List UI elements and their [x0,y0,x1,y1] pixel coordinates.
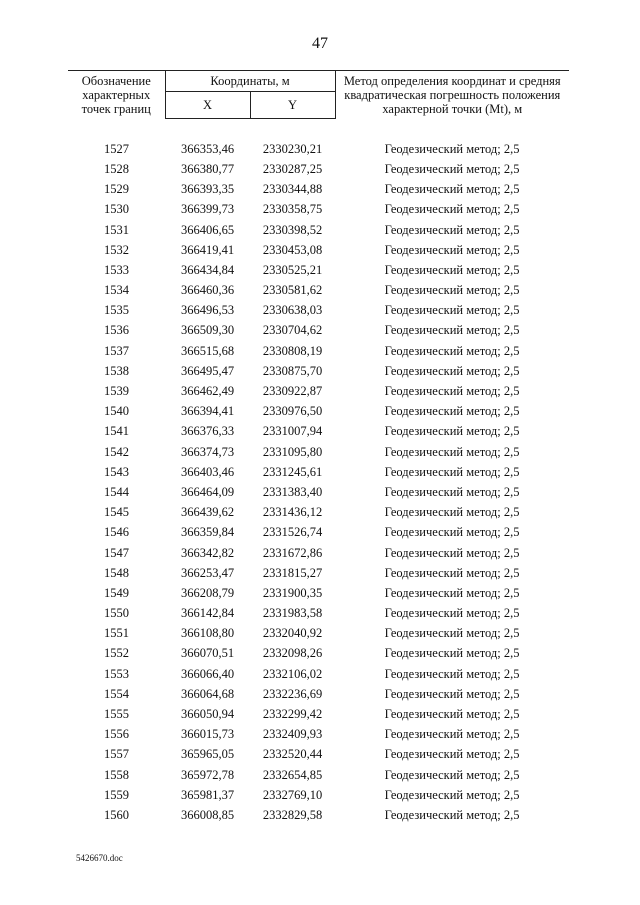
cell-method: Геодезический метод; 2,5 [384,646,520,661]
cell-y: 2330808,19 [262,343,323,358]
table-row [68,321,569,341]
page-number: 47 [312,35,328,52]
cell-x: 366342,82 [180,545,235,560]
cell-point: 1538 [104,363,129,378]
cell-point: 1527 [104,141,129,156]
cell-x: 366064,68 [180,686,235,701]
cell-method: Геодезический метод; 2,5 [384,606,520,621]
table-row [68,220,569,240]
cell-x: 366070,51 [180,646,235,661]
cell-point: 1554 [104,686,129,701]
cell-method: Геодезический метод; 2,5 [384,424,520,439]
cell-y: 2331672,86 [262,545,323,560]
cell-method: Геодезический метод; 2,5 [384,202,520,217]
cell-point: 1551 [104,626,129,641]
table-row [68,442,569,462]
cell-x: 366380,77 [180,161,235,176]
cell-x: 366374,73 [180,444,235,459]
table-row [68,644,569,664]
cell-x: 366406,65 [180,222,235,237]
cell-point: 1543 [104,464,129,479]
cell-method: Геодезический метод; 2,5 [384,565,520,580]
header-method: Метод определения координат и средняя квадратическая погрешность положения характерной точки (Mt), м [335,71,569,119]
cell-y: 2330398,52 [262,222,323,237]
cell-y: 2331245,61 [262,464,323,479]
cell-point: 1544 [104,484,129,499]
table-row [68,503,569,523]
cell-y: 2330875,70 [262,363,323,378]
cell-point: 1532 [104,242,129,257]
cell-method: Геодезический метод; 2,5 [384,323,520,338]
cell-x: 366460,36 [180,283,235,298]
cell-x: 366394,41 [180,404,235,419]
cell-method: Геодезический метод; 2,5 [384,505,520,520]
cell-y: 2331900,35 [262,585,323,600]
cell-y: 2331526,74 [262,525,323,540]
cell-y: 2330358,75 [262,202,323,217]
table-row [68,341,569,361]
cell-x: 365972,78 [180,767,235,782]
cell-y: 2332098,26 [262,646,323,661]
cell-x: 365965,05 [180,747,235,762]
table-row [68,664,569,684]
table-row [68,765,569,785]
cell-point: 1539 [104,384,129,399]
cell-point: 1550 [104,606,129,621]
cell-x: 366393,35 [180,182,235,197]
cell-x: 366253,47 [180,565,235,580]
table-row [68,381,569,401]
cell-point: 1529 [104,182,129,197]
cell-x: 366403,46 [180,464,235,479]
cell-point: 1559 [104,787,129,802]
cell-method: Геодезический метод; 2,5 [384,242,520,257]
cell-method: Геодезический метод; 2,5 [384,767,520,782]
cell-point: 1553 [104,666,129,681]
cell-y: 2331815,27 [262,565,323,580]
table-row [68,482,569,502]
cell-method: Геодезический метод; 2,5 [384,464,520,479]
cell-method: Геодезический метод; 2,5 [384,404,520,419]
cell-x: 366108,80 [180,626,235,641]
cell-method: Геодезический метод; 2,5 [384,707,520,722]
cell-method: Геодезический метод; 2,5 [384,303,520,318]
cell-y: 2331007,94 [262,424,323,439]
cell-x: 366376,33 [180,424,235,439]
cell-y: 2330453,08 [262,242,323,257]
cell-method: Геодезический метод; 2,5 [384,545,520,560]
cell-x: 366462,49 [180,384,235,399]
cell-x: 366066,40 [180,666,235,681]
cell-x: 366015,73 [180,727,235,742]
cell-method: Геодезический метод; 2,5 [384,262,520,277]
cell-method: Геодезический метод; 2,5 [384,161,520,176]
table-row [68,805,569,825]
table-row [68,281,569,301]
table-row [68,260,569,280]
coordinates-table [68,70,569,826]
cell-method: Геодезический метод; 2,5 [384,686,520,701]
table-row [68,543,569,563]
cell-y: 2330638,03 [262,303,323,318]
table-row [68,684,569,704]
cell-point: 1549 [104,585,129,600]
cell-method: Геодезический метод; 2,5 [384,585,520,600]
cell-x: 366464,09 [180,484,235,499]
cell-method: Геодезический метод; 2,5 [384,384,520,399]
cell-y: 2332409,93 [262,727,323,742]
cell-x: 366515,68 [180,343,235,358]
cell-point: 1548 [104,565,129,580]
cell-y: 2330976,50 [262,404,323,419]
table-row [68,200,569,220]
cell-y: 2330922,87 [262,384,323,399]
cell-x: 366142,84 [180,606,235,621]
cell-method: Геодезический метод; 2,5 [384,747,520,762]
cell-point: 1541 [104,424,129,439]
cell-method: Геодезический метод; 2,5 [384,484,520,499]
table-row [68,180,569,200]
table-row [68,583,569,603]
cell-x: 366419,41 [180,242,235,257]
cell-x: 366495,47 [180,363,235,378]
cell-point: 1552 [104,646,129,661]
cell-point: 1536 [104,323,129,338]
table-row [68,785,569,805]
cell-point: 1546 [104,525,129,540]
cell-point: 1545 [104,505,129,520]
table-row [68,462,569,482]
cell-method: Геодезический метод; 2,5 [384,525,520,540]
cell-point: 1557 [104,747,129,762]
table-row [68,422,569,442]
cell-y: 2332769,10 [262,787,323,802]
table-row [68,624,569,644]
cell-point: 1542 [104,444,129,459]
cell-point: 1533 [104,262,129,277]
cell-point: 1535 [104,303,129,318]
cell-method: Геодезический метод; 2,5 [384,666,520,681]
cell-method: Геодезический метод; 2,5 [384,222,520,237]
cell-x: 366439,62 [180,505,235,520]
cell-x: 366496,53 [180,303,235,318]
table-body [68,119,569,826]
cell-x: 366208,79 [180,585,235,600]
cell-method: Геодезический метод; 2,5 [384,363,520,378]
cell-method: Геодезический метод; 2,5 [384,444,520,459]
cell-point: 1530 [104,202,129,217]
cell-x: 366399,73 [180,202,235,217]
cell-point: 1540 [104,404,129,419]
cell-y: 2332106,02 [262,666,323,681]
cell-y: 2330344,88 [262,182,323,197]
table-row [68,604,569,624]
cell-method: Геодезический метод; 2,5 [384,807,520,822]
cell-point: 1531 [104,222,129,237]
cell-y: 2332299,42 [262,707,323,722]
table-row [68,301,569,321]
table-row [68,725,569,745]
table-row [68,523,569,543]
cell-x: 366359,84 [180,525,235,540]
cell-method: Геодезический метод; 2,5 [384,141,520,156]
table-row [68,361,569,381]
cell-y: 2331436,12 [262,505,323,520]
cell-point: 1556 [104,727,129,742]
cell-y: 2331095,80 [262,444,323,459]
cell-point: 1537 [104,343,129,358]
cell-y: 2332520,44 [262,747,323,762]
table-row [68,240,569,260]
document-filename: 5426670.doc [76,853,123,863]
cell-point: 1558 [104,767,129,782]
cell-method: Геодезический метод; 2,5 [384,787,520,802]
table-row [68,139,569,159]
cell-method: Геодезический метод; 2,5 [384,626,520,641]
cell-y: 2332040,92 [262,626,323,641]
table-row [68,159,569,179]
cell-y: 2332654,85 [262,767,323,782]
header-point-designation: Обозначение характерных точек границ [68,71,165,119]
cell-x: 366434,84 [180,262,235,277]
cell-x: 366008,85 [180,807,235,822]
cell-method: Геодезический метод; 2,5 [384,727,520,742]
table-header [68,71,569,119]
header-y: Y [250,92,335,119]
cell-y: 2330230,21 [262,141,323,156]
header-x: X [165,92,250,119]
cell-y: 2330581,62 [262,283,323,298]
cell-point: 1555 [104,707,129,722]
cell-x: 365981,37 [180,787,235,802]
cell-y: 2330704,62 [262,323,323,338]
cell-method: Геодезический метод; 2,5 [384,343,520,358]
table-row [68,745,569,765]
cell-point: 1534 [104,283,129,298]
cell-x: 366353,46 [180,141,235,156]
cell-y: 2332829,58 [262,807,323,822]
cell-x: 366509,30 [180,323,235,338]
header-coordinates: Координаты, м [165,71,335,92]
table-row [68,402,569,422]
cell-y: 2330525,21 [262,262,323,277]
cell-y: 2332236,69 [262,686,323,701]
cell-y: 2330287,25 [262,161,323,176]
cell-y: 2331983,58 [262,606,323,621]
table-row [68,563,569,583]
cell-point: 1560 [104,807,129,822]
cell-point: 1547 [104,545,129,560]
cell-x: 366050,94 [180,707,235,722]
cell-y: 2331383,40 [262,484,323,499]
table-row [68,704,569,724]
cell-method: Геодезический метод; 2,5 [384,182,520,197]
cell-method: Геодезический метод; 2,5 [384,283,520,298]
cell-point: 1528 [104,161,129,176]
